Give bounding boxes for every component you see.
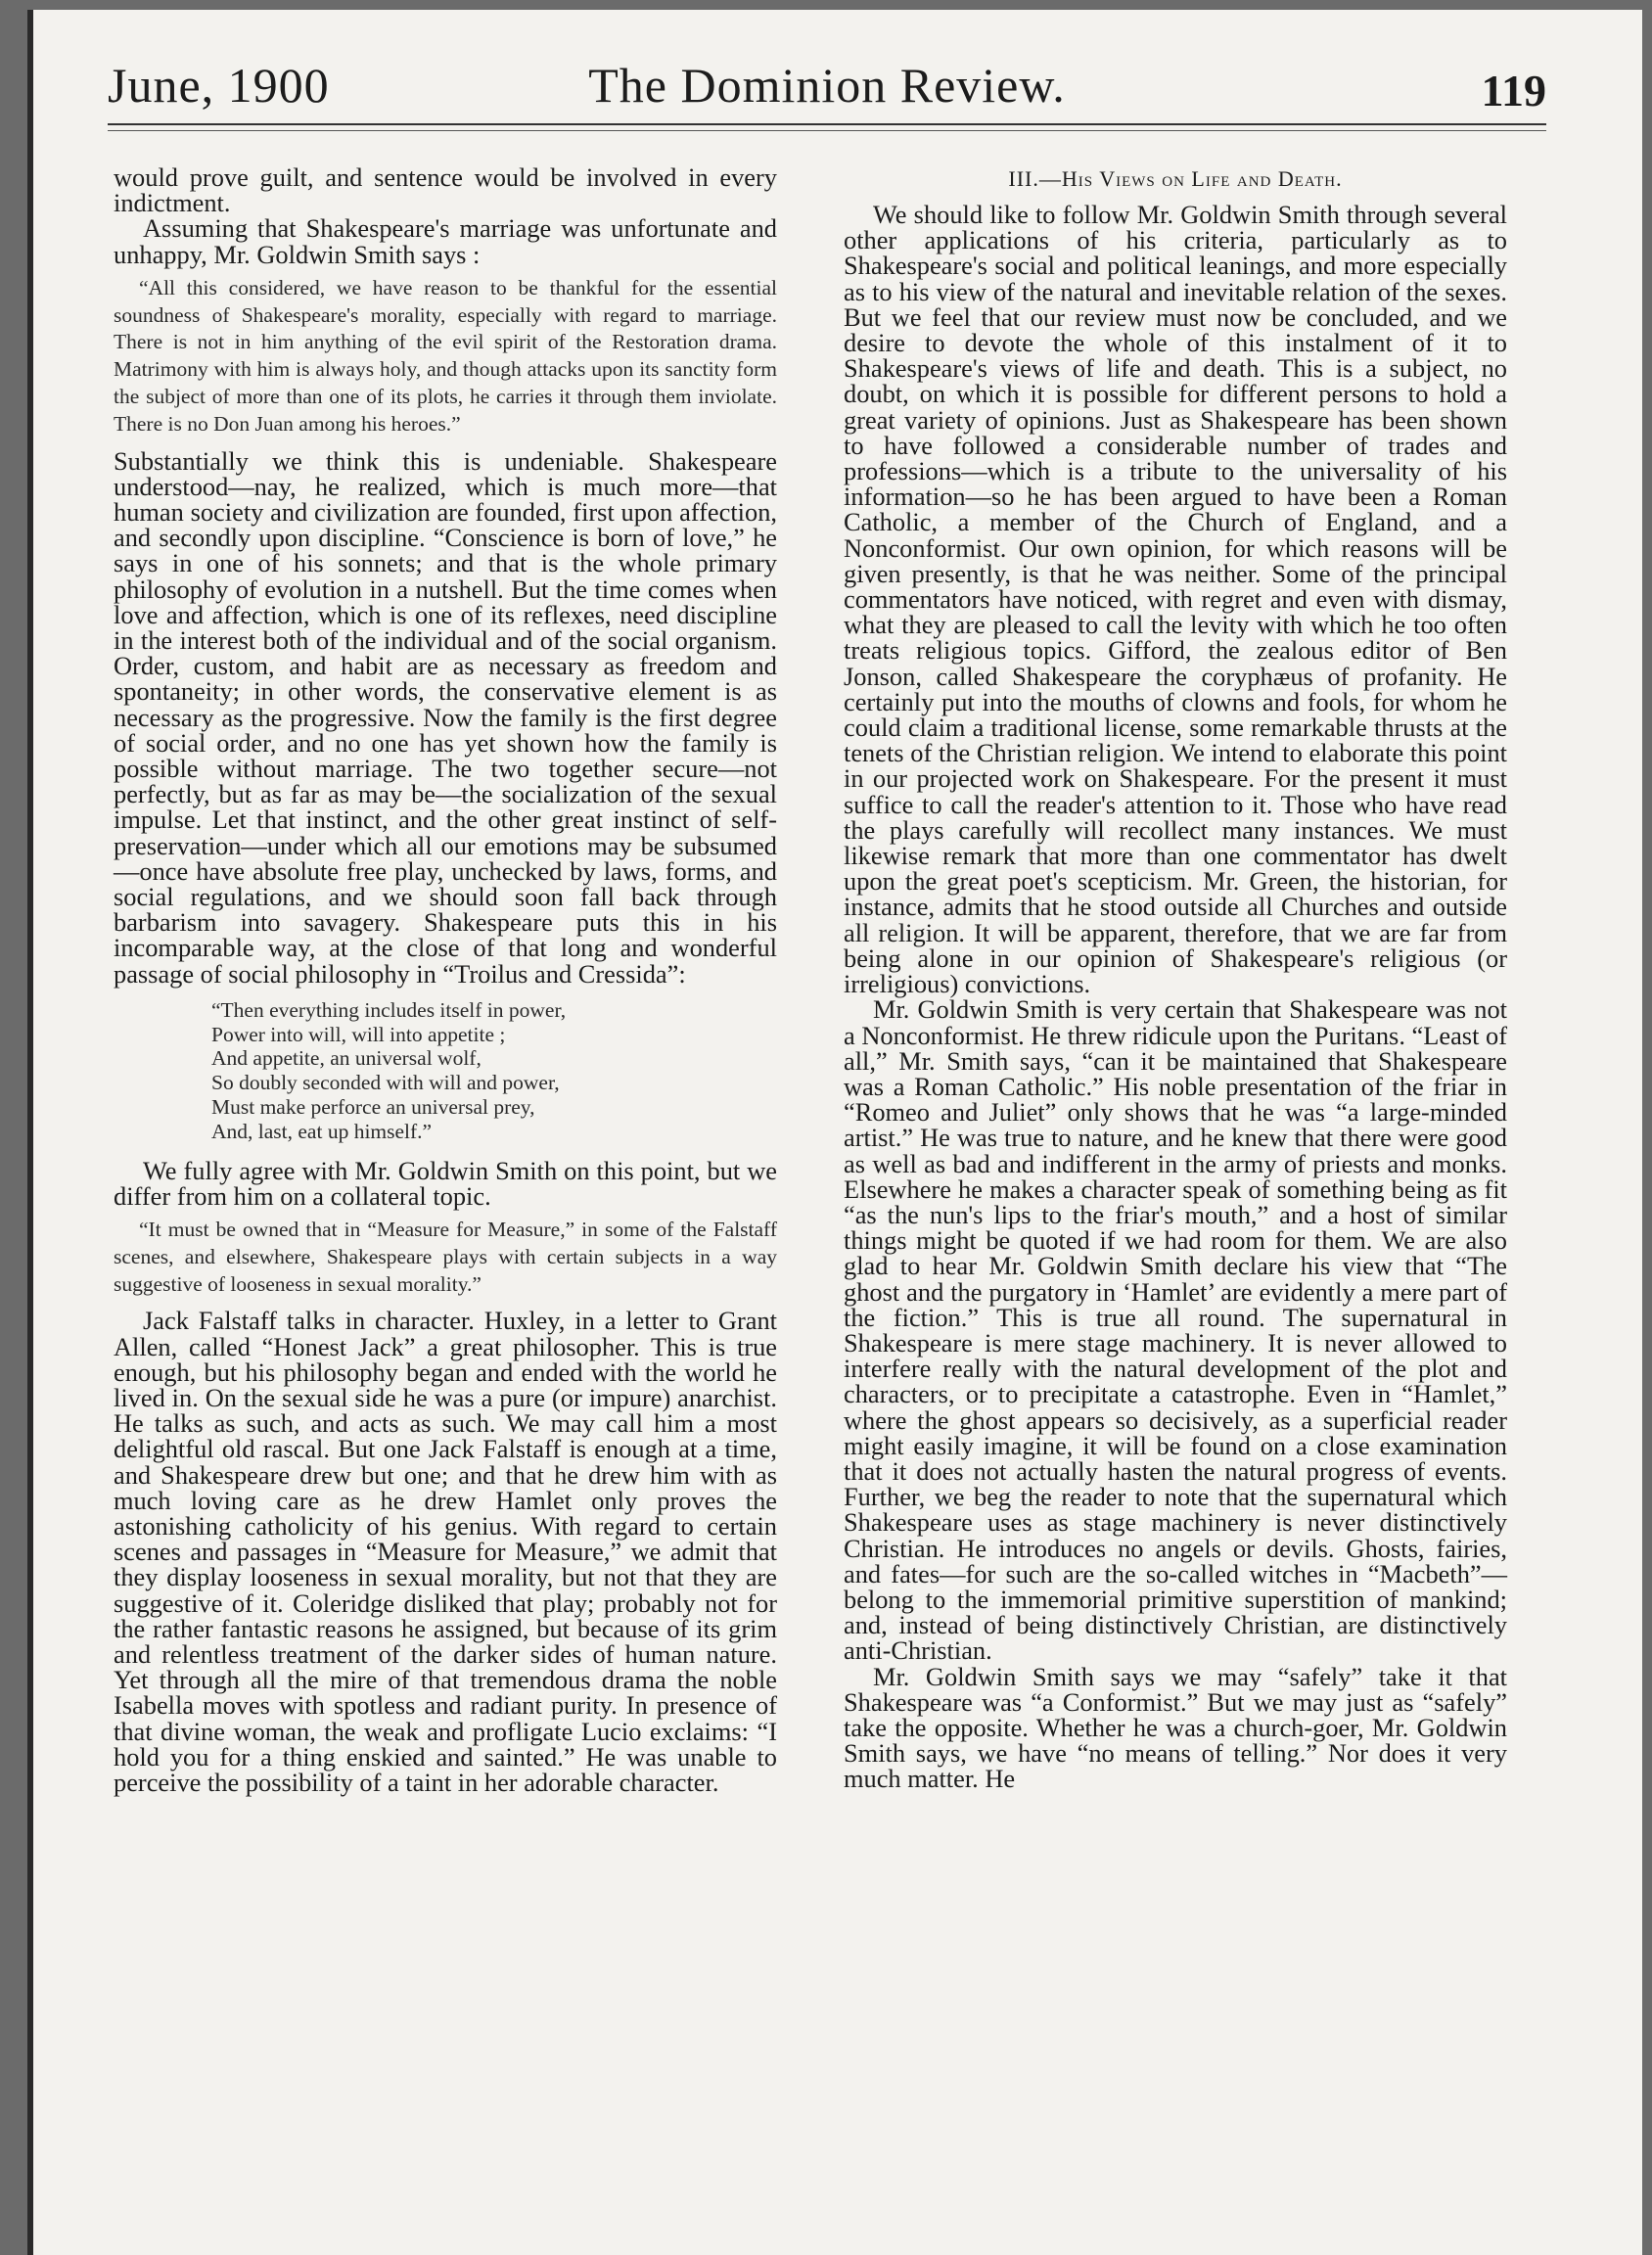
paragraph: Mr. Goldwin Smith says we may “safely” take it that Shakespeare was “a Conformist.” But we may just as “safely” take the opposite. Whether he was a church-goer, Mr. Goldwin Smith says, we have “no means of telling.” Nor does it very much matter. He	[844, 1661, 1507, 1794]
header-rule	[108, 123, 1546, 125]
verse-line: And appetite, an universal wolf,	[211, 1046, 482, 1071]
journal-title: The Dominion Review.	[588, 58, 1066, 113]
verse-line: “Then everything includes itself in power,	[211, 997, 567, 1022]
section-heading: III.—His Views on Life and Death.	[1008, 166, 1343, 191]
block-quote: “It must be owned that in “Measure for Measure,” in some of the Falstaff scenes, and elsewhere, Shakespeare plays with certain subjects in a way suggestive of looseness in sexual morality.”	[114, 1218, 777, 1296]
paragraph: We should like to follow Mr. Goldwin Smith through several other applications of his criteria, particularly as to Shakespeare's social and political leanings, and more especially as to his view of the natural and inevitable relation of the sexes. But we feel that our review must now be concluded, and we desire to devote the whole of this instalment of it to Shakespeare's views of life and death. This is a subject, no doubt, on which it is possible for different persons to hold a great variety of opinions. Just as Shakespeare has been shown to have followed a considerable number of trades and professions—which is a tribute to the universality of his information—so he has been argued to have been a Roman Catholic, a member of the Church of England, and a Nonconformist. Our own opinion, for which reasons will be given presently, is that he was neither. Some of the principal commentators have noticed, with regret and even with dismay, what they are pleased to call the levity with which he too often treats religious topics. Gifford, the zealous editor of Ben Jonson, called Shakespeare the coryphæus of profanity. He certainly put into the mouths of clowns and fools, for whom he could claim a traditional license, some remarkable thrusts at the tenets of the Christian religion. We intend to elaborate this point in our projected work on Shakespeare. For the present it must suffice to call the reader's attention to it. Those who have read the plays carefully will recollect many instances. We must likewise remark that more than one commentator has dwelt upon the great poet's scepticism. Mr. Green, the historian, for instance, admits that he stood outside all Churches and outside all religion. It will be apparent, therefore, that we are far from being alone in our opinion of Shakespeare's religious (or irreligious) convictions.	[844, 200, 1507, 999]
page-edge-border	[27, 10, 33, 2255]
right-column	[844, 164, 1507, 1792]
paragraph: Mr. Goldwin Smith is very certain that Shakespeare was not a Nonconformist. He threw ridicule upon the Puritans. “Least of all,” Mr. Smith says, “can it be maintained that Shakespeare was a Roman Catholic.” His noble presentation of the friar in “Romeo and Juliet” only shows that he was “a large-minded artist.” He was true to nature, and he knew that there were good as well as bad and indifferent in the army of priests and monks. Elsewhere he makes a character speak of something being as fit “as the nun's lips to the friar's mouth,” and a host of similar things might be quoted if we had room for them. We are also glad to hear Mr. Goldwin Smith declare his view that “The ghost and the purgatory in ‘Hamlet’ are evidently a mere part of the fiction.” This is true all round. The supernatural in Shakespeare is mere stage machinery. It is never allowed to interfere really with the natural development of the plot and characters, or to precipitate a catastrophe. Even in “Hamlet,” where the ghost appears so decisively, as a superficial reader might easily imagine, it will be found on a close examination that it does not actually hasten the natural progress of events. Further, we beg the reader to note that the supernatural which Shakespeare uses as stage machinery is never distinctively Christian. He introduces no angels or devils. Ghosts, fairies, and fates—for such are the so-called witches in “Macbeth”—belong to the immemorial primitive superstition of mankind; and, instead of being distinctively Christian, are distinctively anti-Christian.	[844, 994, 1507, 1666]
page-number: 119	[1481, 66, 1546, 115]
verse-line: Power into will, will into appetite ;	[211, 1022, 506, 1046]
paragraph: Assuming that Shakespeare's marriage was unfortunate and unhappy, Mr. Goldwin Smith says :	[114, 213, 777, 269]
paragraph: Jack Falstaff talks in character. Huxley, in a letter to Grant Allen, called “Honest Jack” a great philosopher. This is true enough, but his philosophy began and ended with the world he lived in. On the sexual side he was a pure (or impure) anarchist. He talks as such, and acts as such. We may call him a most delightful old rascal. But one Jack Falstaff is enough at a time, and Shakespeare drew but one; and that he drew him with as much loving care as he drew Hamlet only proves the astonishing catholicity of his genius. With regard to certain scenes and passages in “Measure for Measure,” we admit that they display looseness in sexual morality, but not that they are suggestive of it. Coleridge disliked that play; probably not for the rather fantastic reasons he assigned, but because of its grim and relentless treatment of the darker sides of human nature. Yet through all the mire of that tremendous drama the noble Isabella moves with spotless and radiant purity. In presence of that divine woman, the weak and profligate Lucio exclaims: “I hold you for a thing enskied and sainted.” He was unable to perceive the possibility of a taint in her adorable character.	[114, 1306, 777, 1798]
verse-line: So doubly seconded with will and power,	[211, 1071, 560, 1095]
paragraph: We fully agree with Mr. Goldwin Smith on this point, but we differ from him on a collateral topic.	[114, 1155, 777, 1211]
verse-quote	[211, 998, 777, 1144]
verse-line: And, last, eat up himself.”	[211, 1119, 433, 1143]
header-rule-thin	[108, 130, 1546, 131]
left-column	[114, 162, 777, 1798]
paragraph-continuation: would prove guilt, and sentence would be involved in every indictment.	[114, 162, 777, 218]
block-quote: “All this considered, we have reason to be thankful for the essential soundness of Shakespeare's morality, especially with regard to marriage. There is not in him anything of the evil spirit of the Restoration drama. Matrimony with him is always holy, and though attacks upon its sanctity form the subject of more than one of its plots, he carries it through them inviolate. There is no Don Juan among his heroes.”	[114, 275, 777, 436]
paragraph: Substantially we think this is undeniable. Shakespeare understood—nay, he realized, which is much more—that human society and civilization are founded, first upon affection, and secondly upon discipline. “Conscience is born of love,” he says in one of his sonnets; and that is the whole primary philosophy of evolution in a nutshell. But the time comes when love and affection, which is one of its reflexes, need discipline in the interest both of the individual and of the social organism. Order, custom, and habit are as necessary as freedom and spontaneity; in other words, the conservative element is as necessary as the progressive. Now the family is the first degree of social order, and no one has yet shown how the family is possible without marriage. The two together secure—not perfectly, but as far as may be—the socialization of the sexual impulse. Let that instinct, and the other great instinct of self-preservation—under which all our emotions may be subsumed—once have absolute free play, unchecked by laws, forms, and social regulations, and we should soon fall back through barbarism into savagery. Shakespeare puts this in his incomparable way, at the close of that long and wonderful passage of social philosophy in “Troilus and Cressida”:	[114, 445, 777, 989]
issue-date: June, 1900	[108, 58, 330, 113]
verse-line: Must make perforce an universal prey,	[211, 1095, 535, 1120]
